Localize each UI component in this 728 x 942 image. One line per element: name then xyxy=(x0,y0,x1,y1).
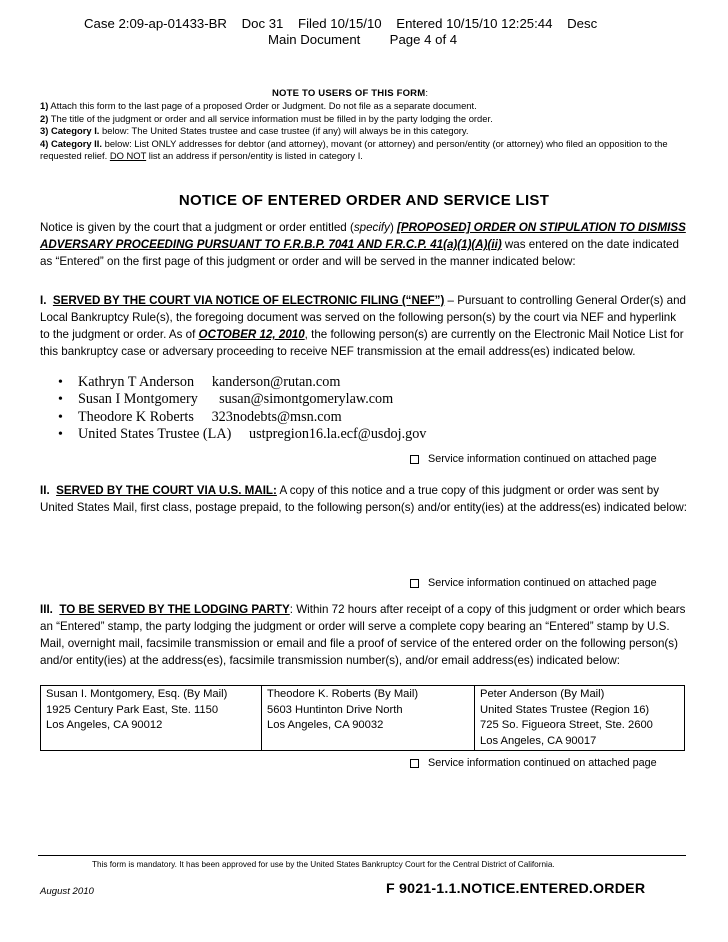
note-item: 2) The title of the judgment or order and all service information must be filled in by the party lodging the order. xyxy=(40,112,493,124)
section-3-heading: TO BE SERVED BY THE LODGING PARTY xyxy=(59,603,290,616)
nef-date: OCTOBER 12, 2010 xyxy=(198,328,305,342)
continued-checkbox-2[interactable] xyxy=(410,579,419,588)
order-title: [PROPOSED] ORDER ON STIPULATION TO DISMISS ADVERSARY PROCEEDING PURSUANT TO F.R.B.P. 7041 AND F.R.C.P. 41(a)(1)(A)(ii) xyxy=(40,221,686,252)
continued-notice-3: Service information continued on attached page xyxy=(410,757,657,769)
continued-checkbox-1[interactable] xyxy=(410,455,419,464)
continued-checkbox-3[interactable] xyxy=(410,759,419,768)
footer-form-number: F 9021-1.1.NOTICE.ENTERED.ORDER xyxy=(386,881,646,897)
note-item: 1) Attach this form to the last page of a proposed Order or Judgment. Do not file as a separate document. xyxy=(40,100,477,111)
case-header-line2: Main Document Page 4 of 4 xyxy=(268,32,458,47)
document-title: NOTICE OF ENTERED ORDER AND SERVICE LIST xyxy=(178,192,550,209)
footer-mandatory-note: This form is mandatory. It has been approved for use by the United States Bankruptcy Court for the Central District of California. xyxy=(92,860,555,869)
note-item: 3) Category I. below: The United States trustee and case trustee (if any) will always be in this category. xyxy=(40,125,469,137)
section-1-paragraph: I. SERVED BY THE COURT VIA NOTICE OF ELECTRONIC FILING (“NEF”) – Pursuant to controlling General Order(s) and Local Bankruptcy Rule(s), the foregoing document was served on the following person(s) by the court via NEF and hyperlink to the judgment or order. As of OCTOBER 12, 2010, the following person(s) are currently on the Electronic Mail Notice List for this bankruptcy case or adversary proceeding to receive NEF transmission at the email address(es) indicated below. xyxy=(40,294,686,359)
list-item: • Susan I Montgomery susan@simontgomerylaw.com xyxy=(54,391,426,408)
footer-rule xyxy=(38,855,686,856)
note-title: NOTE TO USERS OF THIS FORM: xyxy=(272,88,429,99)
section-2-heading: SERVED BY THE COURT VIA U.S. MAIL: xyxy=(56,484,277,497)
continued-notice-2: Service information continued on attached page xyxy=(410,577,657,589)
section-1-heading: SERVED BY THE COURT VIA NOTICE OF ELECTRONIC FILING (“NEF”) xyxy=(52,294,445,307)
section-3-paragraph: III. TO BE SERVED BY THE LODGING PARTY: Within 72 hours after receipt of a copy of this judgment or order which bears an “Entered” stamp, the party lodging the judgment or order will serve a complete copy bearing an “Entered” stamp by U.S. Mail, overnight mail, facsimile transmission or email and file a proof of service of the entered order on the following person(s) and/or entity(ies) at the address(es), facsimile transmission number(s), and/or email address(es) indicated below: xyxy=(40,603,686,668)
address-cell: Theodore K. Roberts (By Mail) 5603 Huntinton Drive North Los Angeles, CA 90032 xyxy=(262,686,475,751)
note-item: 4) Category II. below: List ONLY addresses for debtor (and attorney), movant (or attorney) and person/entity (or attorney) who filed an opposition to the requested relief. DO NOT list an address if person/entity is listed in category I. xyxy=(40,137,668,162)
section-2-paragraph: II. SERVED BY THE COURT VIA U.S. MAIL: A copy of this notice and a true copy of this judgment or order was sent by United States Mail, first class, postage prepaid, to the following person(s) and/or entity(ies) at the address(es) indicated below: xyxy=(40,484,687,515)
continued-notice-1: Service information continued on attached page xyxy=(410,453,657,465)
footer-date: August 2010 xyxy=(40,886,94,897)
table-row xyxy=(41,686,685,751)
nef-recipient-list xyxy=(54,374,426,444)
address-cell: Peter Anderson (By Mail) United States Trustee (Region 16) 725 So. Figueora Street, Ste. 2600 Los Angeles, CA 90017 xyxy=(475,686,685,751)
list-item: • United States Trustee (LA) ustpregion16.la.ecf@usdoj.gov xyxy=(54,426,426,443)
case-header-line1: Case 2:09-ap-01433-BR Doc 31 Filed 10/15/10 Entered 10/15/10 12:25:44 Desc xyxy=(84,16,598,31)
intro-paragraph: Notice is given by the court that a judgment or order entitled (specify) [PROPOSED] ORDER ON STIPULATION TO DISMISS ADVERSARY PROCEEDING PURSUANT TO F.R.B.P. 7041 AND F.R.C.P. 41(a)(1)(A)(ii) was entered on the date indicated as “Entered” on the first page of this judgment or order and will be served in the manner indicated below: xyxy=(40,221,686,269)
list-item: • Theodore K Roberts 323nodebts@msn.com xyxy=(54,409,426,426)
list-item: • Kathryn T Anderson kanderson@rutan.com xyxy=(54,374,426,391)
address-cell: Susan I. Montgomery, Esq. (By Mail) 1925 Century Park East, Ste. 1150 Los Angeles, CA 90012 xyxy=(41,686,262,751)
note-list xyxy=(40,100,690,163)
service-address-table xyxy=(40,685,685,751)
